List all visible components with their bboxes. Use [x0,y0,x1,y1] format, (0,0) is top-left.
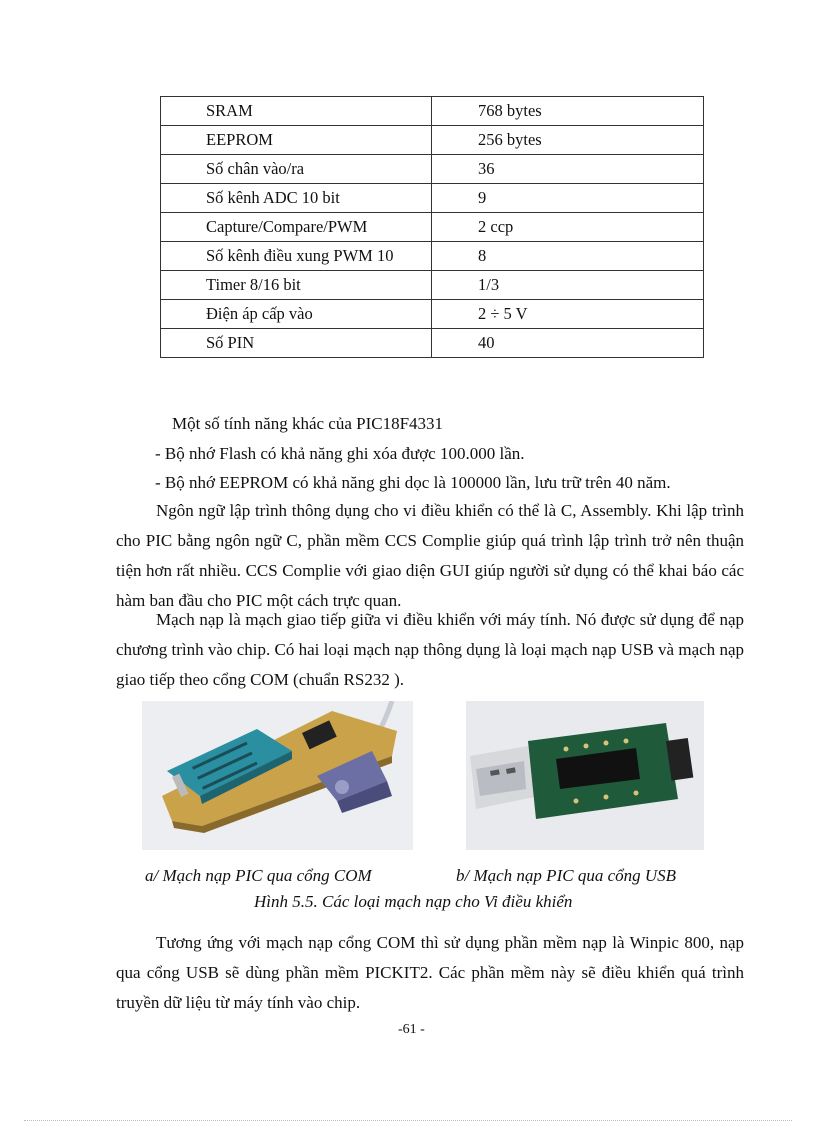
spec-value: 1/3 [432,271,704,300]
usb-programmer-photo [466,701,704,850]
spec-value: 36 [432,155,704,184]
paragraph-programmer-circuit: Mạch nạp là mạch giao tiếp giữa vi điều khiển với máy tính. Nó được sử dụng để nạp chương trình vào chip. Có hai loại mạch nạp thông dụng là loại mạch nạp USB và mạch nạp giao tiếp theo cổng COM (chuẩn RS232 ). [116,610,744,689]
spec-label: Số chân vào/ra [161,155,432,184]
spec-row [161,271,704,300]
spec-row [161,242,704,271]
spec-value: 768 bytes [432,97,704,126]
spec-row [161,300,704,329]
spec-row [161,329,704,358]
spec-value: 40 [432,329,704,358]
footer-divider [24,1120,792,1121]
features-heading: Một số tính năng khác của PIC18F4331 [172,414,444,433]
caption-com-programmer: a/ Mạch nạp PIC qua cổng COM [145,866,372,885]
spec-label: Số PIN [161,329,432,358]
feature-item-1: - Bộ nhớ Flash có khả năng ghi xóa được 100.000 lần. [155,444,525,463]
spec-label: SRAM [161,97,432,126]
spec-label: Số kênh điều xung PWM 10 [161,242,432,271]
spec-value: 2 ÷ 5 V [432,300,704,329]
spec-label: Số kênh ADC 10 bit [161,184,432,213]
com-programmer-photo [142,701,413,850]
spec-row [161,97,704,126]
spec-label: EEPROM [161,126,432,155]
spec-row [161,126,704,155]
spec-row [161,155,704,184]
spec-value: 8 [432,242,704,271]
paragraph-software: Tương ứng với mạch nạp cổng COM thì sử dụng phần mềm nạp là Winpic 800, nạp qua cổng USB sẽ dùng phần mềm PICKIT2. Các phần mềm này sẽ điều khiển quá trình truyền dữ liệu từ máy tính vào chip. [116,933,744,1012]
spec-value: 256 bytes [432,126,704,155]
spec-label: Điện áp cấp vào [161,300,432,329]
paragraph-programming-language: Ngôn ngữ lập trình thông dụng cho vi điều khiển có thể là C, Assembly. Khi lập trình cho PIC bằng ngôn ngữ C, phần mềm CCS Complie giúp quá trình lập trình trở nên thuận tiện hơn rất nhiều. CCS Complie với giao diện GUI giúp người sử dụng có thể khai báo các hàm ban đầu cho PIC một cách trực quan. [116,501,744,610]
page-number: -61 - [398,1022,425,1037]
spec-value: 9 [432,184,704,213]
spec-row [161,184,704,213]
spec-label: Capture/Compare/PWM [161,213,432,242]
caption-usb-programmer: b/ Mạch nạp PIC qua cổng USB [456,866,677,885]
spec-table [160,96,704,358]
spec-row [161,213,704,242]
feature-item-2: - Bộ nhớ EEPROM có khả năng ghi dọc là 100000 lần, lưu trữ trên 40 năm. [155,473,671,492]
spec-label: Timer 8/16 bit [161,271,432,300]
figure-title: Hình 5.5. Các loại mạch nạp cho Vi điều khiển [254,892,573,911]
spec-value: 2 ccp [432,213,704,242]
